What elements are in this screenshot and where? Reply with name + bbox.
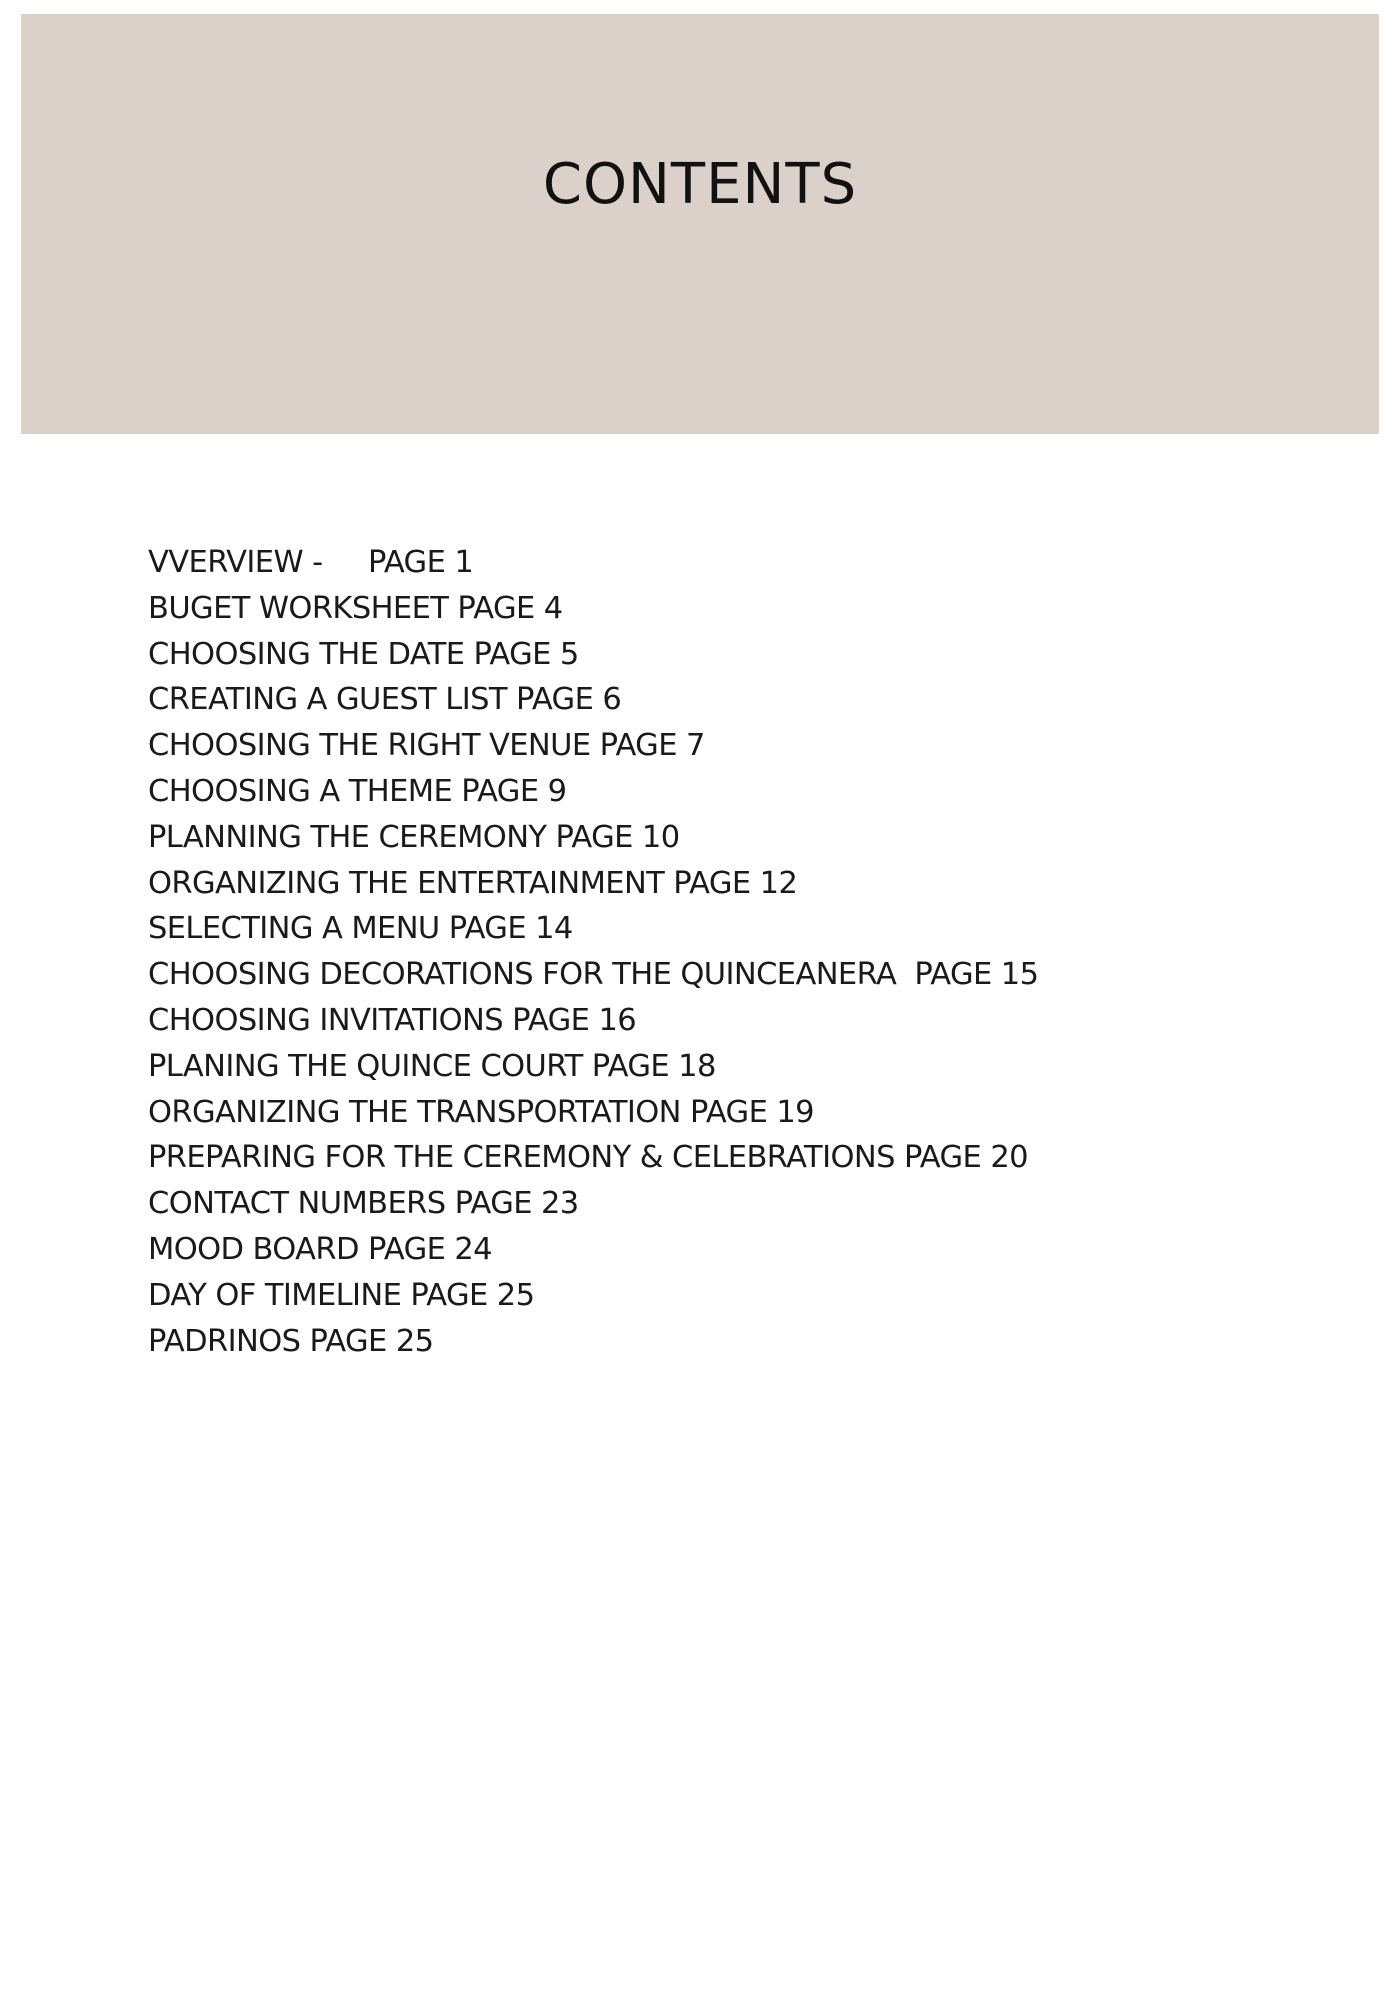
- toc-item: BUGET WORKSHEET PAGE 4: [148, 590, 563, 626]
- header-band: [21, 14, 1379, 434]
- toc-item: MOOD BOARD PAGE 24: [148, 1231, 492, 1267]
- toc-item: CHOOSING THE DATE PAGE 5: [148, 636, 579, 672]
- toc-item: SELECTING A MENU PAGE 14: [148, 911, 573, 947]
- toc-item: CHOOSING A THEME PAGE 9: [148, 773, 567, 809]
- toc-item: CHOOSING INVITATIONS PAGE 16: [148, 1002, 637, 1038]
- toc-item: CHOOSING DECORATIONS FOR THE QUINCEANERA PAGE 15: [148, 957, 1039, 993]
- toc-item: PLANNING THE CEREMONY PAGE 10: [148, 819, 680, 855]
- toc-item: PREPARING FOR THE CEREMONY & CELEBRATIONS PAGE 20: [148, 1140, 1028, 1176]
- toc-item: DAY OF TIMELINE PAGE 25: [148, 1277, 535, 1313]
- toc-item: CREATING A GUEST LIST PAGE 6: [148, 682, 622, 718]
- toc-item: PLANING THE QUINCE COURT PAGE 18: [148, 1048, 716, 1084]
- toc-item: ORGANIZING THE TRANSPORTATION PAGE 19: [148, 1094, 814, 1130]
- toc-item: VVERVIEW - PAGE 1: [148, 545, 474, 580]
- table-of-contents: [148, 540, 1038, 1364]
- page-title: CONTENTS: [542, 152, 858, 217]
- toc-item: PADRINOS PAGE 25: [148, 1323, 434, 1359]
- toc-item: ORGANIZING THE ENTERTAINMENT PAGE 12: [148, 865, 798, 901]
- toc-item: CONTACT NUMBERS PAGE 23: [148, 1186, 579, 1222]
- toc-item: CHOOSING THE RIGHT VENUE PAGE 7: [148, 728, 705, 764]
